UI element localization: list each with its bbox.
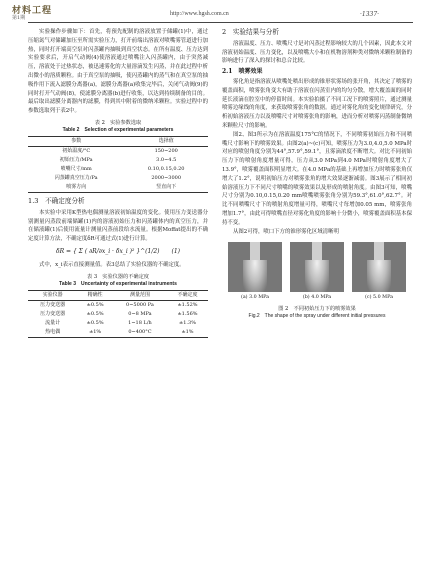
table-cell: 0.10,0.15,0.20 — [147, 165, 185, 172]
table2-caption: 表 2 实验参数选取 — [94, 119, 142, 126]
post-equation-text: 式中，x_i表示直接测量值。表3总结了实验仪器的不确定度。 — [39, 261, 185, 268]
panel-label: (b) 4.0 MPa — [302, 295, 332, 301]
nozzle-shape — [312, 242, 322, 262]
table-row — [28, 319, 208, 328]
equation-1: δR = { Σ ( ∂R/∂x_i · δx_i )² }^(1/2) (1) — [55, 247, 181, 255]
spray-angle-paragraph: 图2、图3所示为在溶液温度175°C的情况下，不同喷雾初始压力和不同喷嘴尺寸影响下的喷雾效果。由图2(a)~(c)可知，喷雾压力为3.0,4.0,5.0 MPa时对应的喷射角度分别为44°,57.9°,59.1°，且雾滴浓度不断增大。对比不同初始压力下的喷射角度增量可得，压力从3.0 MPa到4.0 MPa时喷射角度增大了13.9°，喷雾覆盖面积明显增大。在4.0 MPa的基础上再增加压力时喷雾张角仅增大了1.2°，说明初始压力对喷雾张角的增大效果逐渐减弱。图3展示了相同初始溶液压力下不同尺寸喷嘴的喷雾效果以及形成的喷射角度。由图3可知，喷嘴尺寸分别为0.10,0.15,0.20 mm喷嘴喷雾张角分别为59.3°,61.0°,62.7°。对比不同喷嘴尺寸下的喷射角度增量可得，喷嘴尺寸每增加0.05 mm，喷雾张角增加1.7°，由此可得喷嘴直径对雾化角度的影响十分微小，喷雾覆盖面积基本保持不变。 — [222, 131, 412, 226]
table-header: 不确定度 — [177, 291, 198, 298]
panel-label: (a) 3.0 MPa — [240, 295, 270, 301]
spray-photo — [290, 242, 344, 292]
table-cell: 喷雾方向 — [66, 183, 87, 190]
page-header — [0, 0, 427, 24]
spray-cone — [243, 260, 267, 292]
spray-paragraph: 雾化角是指溶液从喷嘴处喷出形成的锥形状雾场的张开角，其决定了喷雾的覆盖面积，喷雾张角变大有助于溶液在闪蒸室内的均匀分散，增大覆盖面的同时延长液滴在腔室中的停留时间。本实验拍摄了不同工况下的喷雾照片，通过测量喷雾边缘线的角度，来获取喷雾张角的数据。通过对雾化角的变化规律研究，分析初始溶液压力以及喷嘴尺寸对喷雾张角的影响，进而分析对喷雾闪蒸制备微纳米颗粒尺寸的影响。 — [222, 78, 412, 129]
table-cell: 热电偶 — [45, 328, 61, 335]
table-cell: ±0.5% — [86, 310, 104, 317]
table-row — [28, 174, 208, 183]
table-row — [28, 328, 208, 338]
table-header: 选择值 — [158, 137, 174, 144]
table-cell: 0~400°C — [128, 328, 152, 335]
table-header: 实验仪器 — [42, 291, 63, 298]
table-row — [28, 300, 208, 310]
table-cell: 初始温度/°C — [62, 147, 91, 154]
figure-panel — [290, 242, 344, 303]
figure-2-caption-en: Fig.2 The shape of the spray under different initial pressures — [248, 313, 386, 320]
spray-cone — [305, 260, 329, 292]
table-cell: 初始压力/MPa — [59, 156, 93, 163]
intro-paragraph: 实验操作步骤如下：首先，将预先配制的溶液放置于储罐(1)中，通过压缩氮气对储罐加压至所需实验压力，打开前端出溶液对喷嘴雾管道进行加热，同时打开端高空泵对闪蒸罐内抽吸到真空状态。在所有温度、压力达到实验要求后，开启气动阀(4)使溶液通过喷嘴注入闪蒸罐内，由于突然减压，溶液处于过热状态，被迅速雾化的大量溶滴发生闪蒸，并在此过程中析出微小的溶质颗粒。由于真空泵的抽吸，使闪蒸罐内的蒸气和在真空泵的抽吸作用下流入滤膜分离器(a)，滤膜分离器(a)收集完毕后，关闭气动阀(9)的同时打开气动阀(8)，使滤膜分离器(b)进行收集，以达到持续制备的目的。最后取出滤膜分离器内的滤膜，得到其中附着的微纳米颗粒。实验过程中的参数选取列于表2中。 — [28, 29, 208, 115]
table-cell: ±1% — [181, 328, 194, 335]
table-cell: 0~8 MPa — [128, 310, 152, 317]
table-cell: ±0.5% — [86, 319, 104, 326]
page-number: ·1337· — [360, 11, 380, 18]
table-cell: 竖直向下 — [156, 183, 177, 190]
table-cell: 3.0~4.5 — [156, 156, 177, 163]
figure-2-caption: 图 2 不同初始压力下的喷雾效果 — [278, 306, 356, 313]
nozzle-shape — [374, 242, 384, 262]
table-header: 测量范围 — [129, 291, 150, 298]
right-column — [222, 28, 412, 320]
table-cell: ±1% — [89, 328, 102, 335]
panel-label: (c) 5.0 MPa — [365, 295, 393, 301]
journal-url[interactable]: http://www.hgsh.com.cn — [170, 11, 229, 17]
table2-caption-en: Table 2 Selection of experimental parameters — [62, 126, 174, 133]
spray-cone — [367, 260, 391, 292]
header-rule — [28, 22, 413, 23]
table-row — [28, 146, 208, 156]
table-row — [28, 165, 208, 174]
nozzle-shape — [250, 242, 260, 262]
table2 — [28, 136, 208, 193]
table3-caption-en: Table 3 Uncertainty of experimental instruments — [59, 280, 177, 287]
table-cell: ±0.5% — [86, 301, 104, 308]
results-intro-paragraph: 溶液温度、压力、喷嘴尺寸是对闪蒸过程影响较大的几个因素，因此本文对溶液初始温度、压力变化，以及喷嘴大小和在机物溶剂种类对微纳米颗粒制备的影响进行了深入的探讨和总合比较。 — [222, 40, 412, 65]
section-2-1-title: 2.1 喷雾效果 — [222, 68, 263, 76]
table-cell: 喷嘴尺寸/mm — [60, 165, 92, 172]
table-cell: 150~200 — [154, 147, 178, 154]
uncertainty-paragraph: 本实验中采用K型热电偶测量溶液初始温度的变化。使用压力变送器分别测量闪蒸段前端储罐(1)内的溶液初始压力和闪蒸罐体内的真空压力，并在储液罐(1)后使用流量计测量闪蒸前段给水流量。根据Moffat提出的不确定度计算方法，不确定度δR可通过式(1)进行计算。 — [28, 209, 208, 243]
table-cell: 压力变送器 — [40, 301, 66, 308]
table-cell: ±1.3% — [179, 319, 196, 326]
figure-2 — [228, 242, 406, 303]
spray-photo — [228, 242, 282, 292]
left-column — [28, 28, 208, 342]
table-cell: 流量计 — [45, 319, 61, 326]
figure-panel — [352, 242, 406, 303]
table-cell: 0~5000 Pa — [126, 301, 154, 308]
section-1-3-title: 1.3 不确定度分析 — [28, 196, 85, 205]
journal-logo: 材料工程 — [12, 6, 53, 16]
section-2-title: 2 实验结果与分析 — [222, 28, 279, 36]
table-cell: ±1.52% — [177, 301, 198, 308]
spray-zone-paragraph: 从图2可得，喷口下方的锥形雾化区域清晰明 — [233, 228, 339, 235]
table-cell: 压力变送器 — [40, 310, 66, 317]
issue-label: 第1期 — [12, 15, 26, 21]
table-row — [28, 183, 208, 193]
figure-panel — [228, 242, 282, 303]
table-row — [28, 310, 208, 319]
table3-caption: 表 3 实验仪器的不确定度 — [86, 273, 149, 280]
spray-photo — [352, 242, 406, 292]
table-cell: 2000~3000 — [151, 174, 182, 181]
table-header: 参数 — [71, 137, 82, 144]
table3 — [28, 290, 208, 338]
table-cell: 1~18 L/h — [128, 319, 152, 326]
table-header: 精确性 — [87, 291, 103, 298]
table-cell: ±1.56% — [177, 310, 198, 317]
table-cell: 闪蒸罐真空压力/Pa — [54, 174, 98, 181]
table-row — [28, 156, 208, 165]
